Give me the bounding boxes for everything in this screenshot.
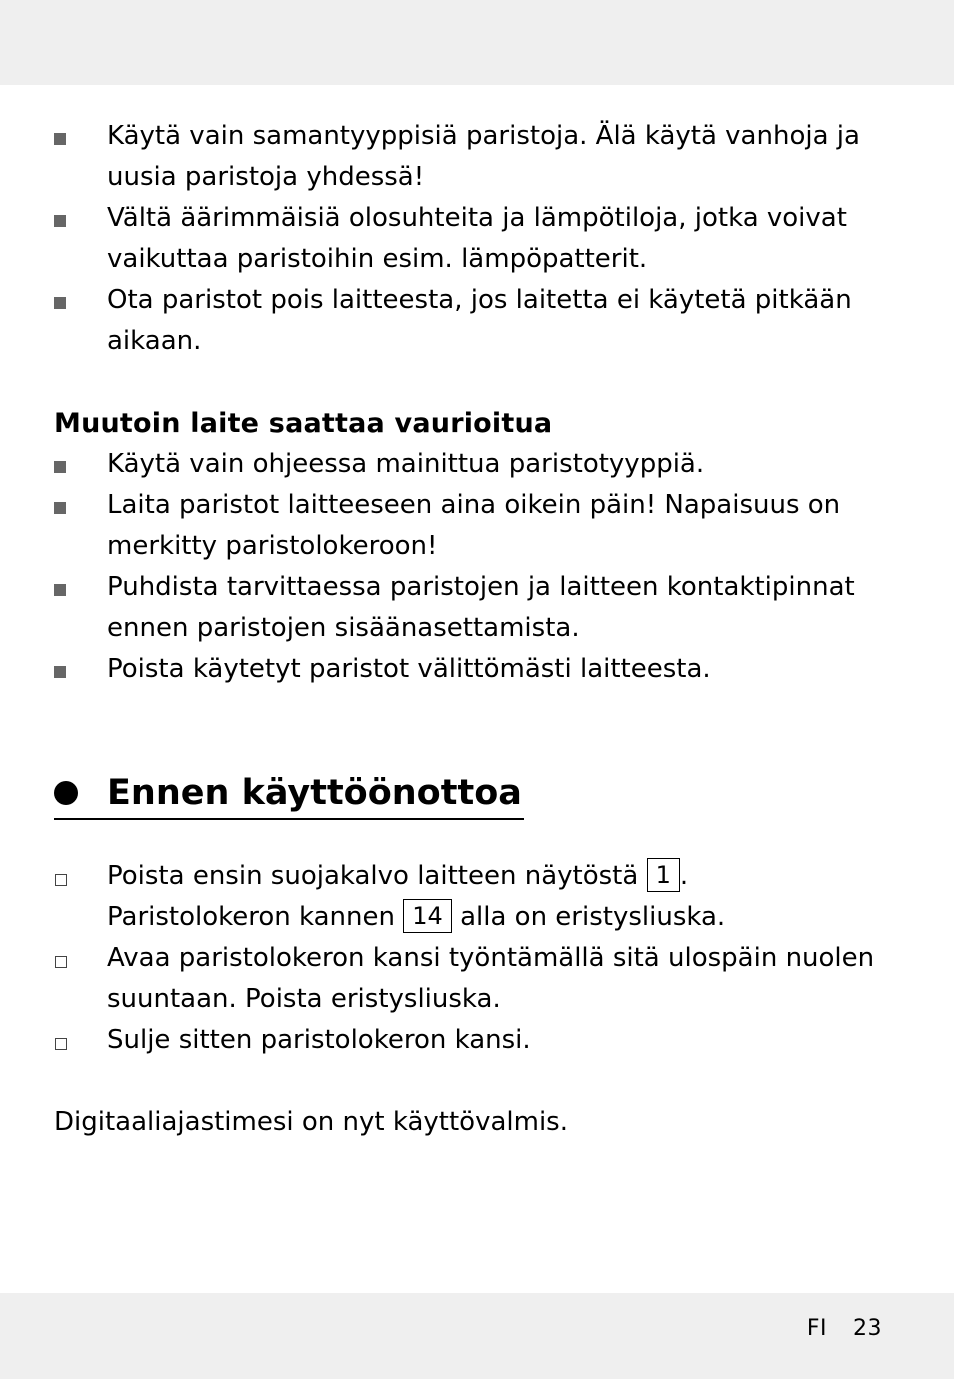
square-bullet-icon bbox=[54, 461, 66, 473]
damage-warning-heading: Muutoin laite saattaa vaurioitua bbox=[54, 408, 553, 439]
checkbox-bullet-icon bbox=[55, 874, 67, 886]
list-item-text: Käytä vain ohjeessa mainittua paristotyyppiä. bbox=[107, 449, 705, 479]
damage-warnings-list bbox=[54, 444, 904, 690]
section-heading-text: Ennen käyttöönottoa bbox=[107, 773, 522, 813]
square-bullet-icon bbox=[54, 215, 66, 227]
part-reference-badge: 14 bbox=[403, 899, 452, 933]
list-item-text: Laita paristot laitteeseen aina oikein päin! Napaisuus on merkitty paristolokeroon! bbox=[107, 490, 841, 561]
header-band bbox=[0, 0, 954, 85]
section-heading bbox=[54, 768, 524, 820]
step-item bbox=[54, 856, 904, 938]
list-item-text: Käytä vain samantyyppisiä paristoja. Älä käytä vanhoja ja uusia paristoja yhdessä! bbox=[107, 121, 860, 192]
list-item-text: Ota paristot pois laitteesta, jos laitetta ei käytetä pitkään aikaan. bbox=[107, 285, 852, 356]
list-item bbox=[54, 485, 904, 567]
square-bullet-icon bbox=[54, 584, 66, 596]
part-reference-badge: 1 bbox=[647, 858, 680, 892]
setup-steps-list bbox=[54, 856, 904, 1061]
page-footer bbox=[807, 1316, 882, 1341]
ready-message: Digitaaliajastimesi on nyt käyttövalmis. bbox=[54, 1107, 568, 1137]
list-item-text: Poista käytetyt paristot välittömästi laitteesta. bbox=[107, 654, 711, 684]
step-text: . bbox=[679, 861, 689, 891]
step-item bbox=[54, 1020, 904, 1061]
step-item bbox=[54, 938, 904, 1020]
list-item bbox=[54, 198, 904, 280]
list-item-text: Vältä äärimmäisiä olosuhteita ja lämpötiloja, jotka voivat vaikuttaa paristoihin esim. lämpöpatterit. bbox=[107, 203, 847, 274]
step-text: Paristolokeron kannen bbox=[107, 902, 395, 932]
square-bullet-icon bbox=[54, 502, 66, 514]
list-item-text: Puhdista tarvittaessa paristojen ja laitteen kontaktipinnat ennen paristojen sisäänasettamista. bbox=[107, 572, 855, 643]
list-item bbox=[54, 116, 904, 198]
language-code: FI bbox=[806, 1316, 827, 1341]
list-item bbox=[54, 444, 904, 485]
square-bullet-icon bbox=[54, 666, 66, 678]
checkbox-bullet-icon bbox=[55, 956, 67, 968]
step-text: alla on eristysliuska. bbox=[460, 902, 726, 932]
page-number: 23 bbox=[853, 1316, 882, 1341]
step-text: Poista ensin suojakalvo laitteen näytöstä bbox=[107, 861, 639, 891]
list-item bbox=[54, 567, 904, 649]
checkbox-bullet-icon bbox=[55, 1038, 67, 1050]
battery-warnings-list bbox=[54, 116, 904, 362]
list-item bbox=[54, 649, 904, 690]
filled-circle-icon bbox=[54, 781, 78, 805]
step-text: Sulje sitten paristolokeron kansi. bbox=[107, 1025, 531, 1055]
manual-page-content bbox=[54, 116, 904, 1143]
step-text: Avaa paristolokeron kansi työntämällä sitä ulospäin nuolen suuntaan. Poista eristysliuska. bbox=[107, 943, 875, 1014]
square-bullet-icon bbox=[54, 133, 66, 145]
list-item bbox=[54, 280, 904, 362]
square-bullet-icon bbox=[54, 297, 66, 309]
